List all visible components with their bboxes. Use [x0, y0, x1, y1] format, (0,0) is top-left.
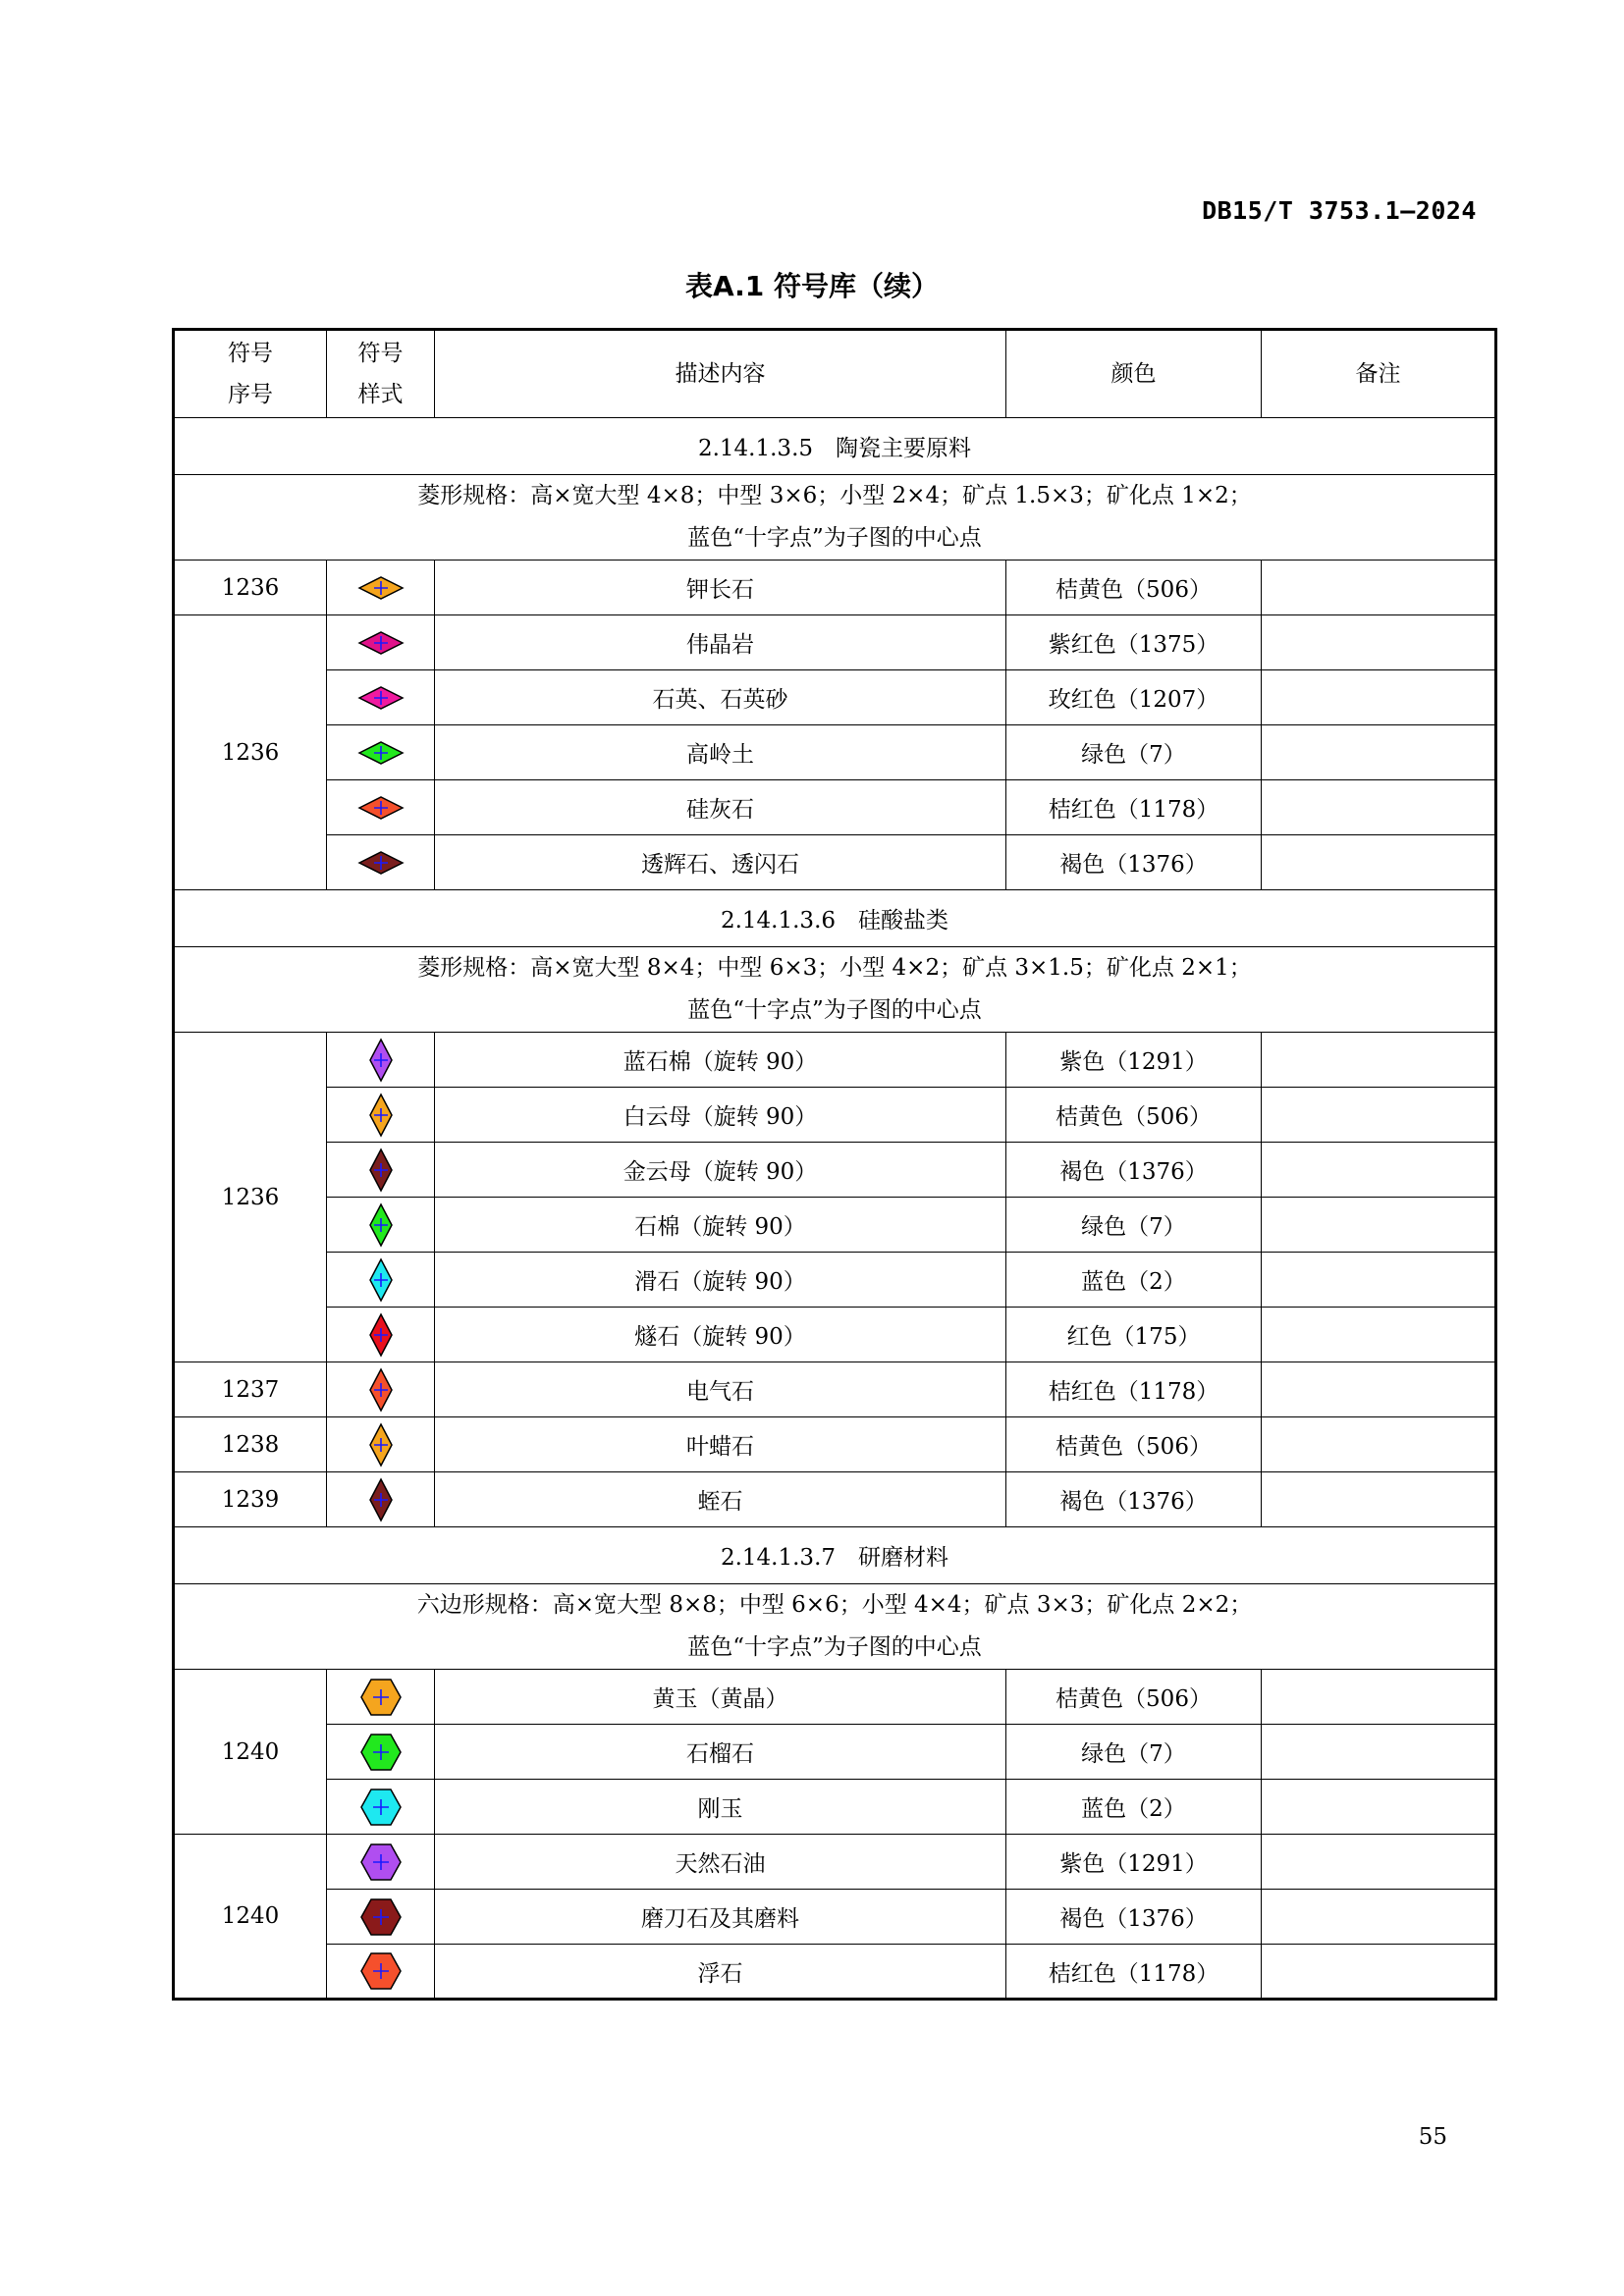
header-description: 描述内容 — [435, 330, 1006, 418]
section-header-row — [174, 1527, 1496, 1584]
symbol-style-cell — [327, 1472, 435, 1527]
note-cell — [1262, 1670, 1496, 1725]
note-cell — [1262, 1362, 1496, 1417]
spec-row — [174, 1584, 1496, 1670]
symbol-style-cell — [327, 1362, 435, 1417]
color-cell: 褐色（1376） — [1006, 1890, 1262, 1945]
symbol-style-cell — [327, 780, 435, 835]
symbol-style-cell — [327, 561, 435, 615]
document-code: DB15/T 3753.1—2024 — [1202, 196, 1477, 225]
diamond-symbol-icon — [356, 794, 406, 822]
color-cell: 蓝色（2） — [1006, 1780, 1262, 1835]
symbol-style-cell — [327, 1143, 435, 1198]
symbol-style-cell — [327, 1417, 435, 1472]
hexagon-symbol-icon — [359, 1896, 403, 1938]
diamond-symbol-icon — [356, 849, 406, 877]
table-row — [174, 780, 1496, 835]
note-cell — [1262, 780, 1496, 835]
spec-line: 蓝色“十字点”为子图的中心点 — [687, 1634, 982, 1660]
table-row — [174, 725, 1496, 780]
note-cell — [1262, 1780, 1496, 1835]
color-cell: 红色（175） — [1006, 1308, 1262, 1362]
diamond-symbol-icon — [356, 629, 406, 657]
diamond-symbol-icon — [367, 1477, 395, 1522]
color-cell: 绿色（7） — [1006, 1198, 1262, 1253]
note-cell — [1262, 1253, 1496, 1308]
table-row — [174, 1670, 1496, 1725]
table-row — [174, 1890, 1496, 1945]
note-cell — [1262, 725, 1496, 780]
description-cell: 电气石 — [435, 1362, 1006, 1417]
table-row — [174, 561, 1496, 615]
symbol-style-cell — [327, 615, 435, 670]
spec-line: 菱形规格：高×宽大型 4×8；中型 3×6；小型 2×4；矿点 1.5×3；矿化点 1×2； — [417, 483, 1252, 508]
spec-row — [174, 475, 1496, 561]
hexagon-symbol-icon — [359, 1732, 403, 1773]
table-row — [174, 835, 1496, 890]
color-cell: 褐色（1376） — [1006, 1143, 1262, 1198]
diamond-symbol-icon — [367, 1038, 395, 1083]
table-row — [174, 1835, 1496, 1890]
symbol-style-cell — [327, 1033, 435, 1088]
symbol-seq-cell: 1238 — [174, 1417, 327, 1472]
description-cell: 硅灰石 — [435, 780, 1006, 835]
diamond-symbol-icon — [367, 1257, 395, 1303]
color-cell: 桔黄色（506） — [1006, 561, 1262, 615]
section-title: 2.14.1.3.6 硅酸盐类 — [174, 890, 1496, 947]
color-cell: 桔红色（1178） — [1006, 1945, 1262, 2000]
spec-text — [174, 947, 1496, 1033]
section-title: 2.14.1.3.7 研磨材料 — [174, 1527, 1496, 1584]
description-cell: 磨刀石及其磨料 — [435, 1890, 1006, 1945]
color-cell: 桔红色（1178） — [1006, 780, 1262, 835]
symbol-style-cell — [327, 1308, 435, 1362]
color-cell: 桔黄色（506） — [1006, 1670, 1262, 1725]
symbol-seq-cell: 1236 — [174, 615, 327, 890]
note-cell — [1262, 670, 1496, 725]
diamond-symbol-icon — [356, 739, 406, 767]
spec-row — [174, 947, 1496, 1033]
table-row — [174, 670, 1496, 725]
table-row — [174, 1780, 1496, 1835]
description-cell: 蓝石棉（旋转 90） — [435, 1033, 1006, 1088]
spec-text — [174, 1584, 1496, 1670]
note-cell — [1262, 1088, 1496, 1143]
symbol-seq-cell: 1236 — [174, 1033, 327, 1362]
spec-line: 蓝色“十字点”为子图的中心点 — [687, 997, 982, 1023]
note-cell — [1262, 1890, 1496, 1945]
diamond-symbol-icon — [356, 684, 406, 712]
color-cell: 绿色（7） — [1006, 725, 1262, 780]
section-header-row — [174, 890, 1496, 947]
header-seq: 符号 序号 — [174, 330, 327, 418]
symbol-seq-cell: 1240 — [174, 1835, 327, 2000]
table-title: 表A.1 符号库（续） — [684, 270, 940, 302]
symbol-style-cell — [327, 1725, 435, 1780]
color-cell: 紫色（1291） — [1006, 1835, 1262, 1890]
description-cell: 滑石（旋转 90） — [435, 1253, 1006, 1308]
hexagon-symbol-icon — [359, 1677, 403, 1718]
diamond-symbol-icon — [367, 1422, 395, 1468]
color-cell: 褐色（1376） — [1006, 1472, 1262, 1527]
symbol-style-cell — [327, 1780, 435, 1835]
symbol-seq-cell: 1237 — [174, 1362, 327, 1417]
note-cell — [1262, 1472, 1496, 1527]
note-cell — [1262, 1835, 1496, 1890]
spec-text — [174, 475, 1496, 561]
description-cell: 钾长石 — [435, 561, 1006, 615]
description-cell: 伟晶岩 — [435, 615, 1006, 670]
symbol-style-cell — [327, 1945, 435, 2000]
table-row — [174, 1417, 1496, 1472]
description-cell: 浮石 — [435, 1945, 1006, 2000]
diamond-symbol-icon — [367, 1367, 395, 1413]
note-cell — [1262, 835, 1496, 890]
page-number: 55 — [1418, 2124, 1447, 2150]
note-cell — [1262, 615, 1496, 670]
description-cell: 石英、石英砂 — [435, 670, 1006, 725]
color-cell: 紫色（1291） — [1006, 1033, 1262, 1088]
description-cell: 叶蜡石 — [435, 1417, 1006, 1472]
table-row — [174, 1088, 1496, 1143]
symbol-style-cell — [327, 1835, 435, 1890]
diamond-symbol-icon — [367, 1093, 395, 1138]
note-cell — [1262, 1417, 1496, 1472]
spec-line: 蓝色“十字点”为子图的中心点 — [687, 525, 982, 551]
description-cell: 石棉（旋转 90） — [435, 1198, 1006, 1253]
color-cell: 蓝色（2） — [1006, 1253, 1262, 1308]
description-cell: 刚玉 — [435, 1780, 1006, 1835]
table-row — [174, 1143, 1496, 1198]
symbol-style-cell — [327, 1253, 435, 1308]
header-note: 备注 — [1262, 330, 1496, 418]
note-cell — [1262, 1308, 1496, 1362]
table-row — [174, 1725, 1496, 1780]
symbol-seq-cell: 1240 — [174, 1670, 327, 1835]
symbol-style-cell — [327, 835, 435, 890]
symbol-style-cell — [327, 670, 435, 725]
table-row — [174, 1253, 1496, 1308]
table-row — [174, 1362, 1496, 1417]
diamond-symbol-icon — [356, 574, 406, 602]
description-cell: 透辉石、透闪石 — [435, 835, 1006, 890]
description-cell: 黄玉（黄晶） — [435, 1670, 1006, 1725]
description-cell: 天然石油 — [435, 1835, 1006, 1890]
diamond-symbol-icon — [367, 1312, 395, 1358]
spec-line: 六边形规格：高×宽大型 8×8；中型 6×6；小型 4×4；矿点 3×3；矿化点 2×2； — [416, 1592, 1253, 1618]
note-cell — [1262, 1033, 1496, 1088]
symbol-style-cell — [327, 1088, 435, 1143]
description-cell: 石榴石 — [435, 1725, 1006, 1780]
symbol-seq-cell: 1236 — [174, 561, 327, 615]
note-cell — [1262, 1198, 1496, 1253]
diamond-symbol-icon — [367, 1202, 395, 1248]
header-style: 符号 样式 — [327, 330, 435, 418]
symbol-style-cell — [327, 1198, 435, 1253]
section-header-row — [174, 418, 1496, 475]
table-row — [174, 1472, 1496, 1527]
color-cell: 桔黄色（506） — [1006, 1088, 1262, 1143]
symbol-style-cell — [327, 1670, 435, 1725]
color-cell: 紫红色（1375） — [1006, 615, 1262, 670]
table-row — [174, 615, 1496, 670]
description-cell: 金云母（旋转 90） — [435, 1143, 1006, 1198]
color-cell: 绿色（7） — [1006, 1725, 1262, 1780]
note-cell — [1262, 1725, 1496, 1780]
description-cell: 高岭土 — [435, 725, 1006, 780]
note-cell — [1262, 1945, 1496, 2000]
description-cell: 蛭石 — [435, 1472, 1006, 1527]
table-header-row — [174, 330, 1496, 418]
table-row — [174, 1308, 1496, 1362]
note-cell — [1262, 1143, 1496, 1198]
symbol-seq-cell: 1239 — [174, 1472, 327, 1527]
symbol-style-cell — [327, 1890, 435, 1945]
symbol-style-cell — [327, 725, 435, 780]
description-cell: 燧石（旋转 90） — [435, 1308, 1006, 1362]
color-cell: 玫红色（1207） — [1006, 670, 1262, 725]
note-cell — [1262, 561, 1496, 615]
hexagon-symbol-icon — [359, 1787, 403, 1828]
table-row — [174, 1198, 1496, 1253]
hexagon-symbol-icon — [359, 1842, 403, 1883]
section-title: 2.14.1.3.5 陶瓷主要原料 — [174, 418, 1496, 475]
diamond-symbol-icon — [367, 1148, 395, 1193]
table-body — [174, 418, 1496, 2000]
color-cell: 桔黄色（506） — [1006, 1417, 1262, 1472]
spec-line: 菱形规格：高×宽大型 8×4；中型 6×3；小型 4×2；矿点 3×1.5；矿化点 2×1； — [417, 955, 1252, 981]
table-row — [174, 1033, 1496, 1088]
color-cell: 褐色（1376） — [1006, 835, 1262, 890]
header-color: 颜色 — [1006, 330, 1262, 418]
hexagon-symbol-icon — [359, 1950, 403, 1992]
table-row — [174, 1945, 1496, 2000]
color-cell: 桔红色（1178） — [1006, 1362, 1262, 1417]
description-cell: 白云母（旋转 90） — [435, 1088, 1006, 1143]
symbol-library-table — [172, 328, 1497, 2001]
